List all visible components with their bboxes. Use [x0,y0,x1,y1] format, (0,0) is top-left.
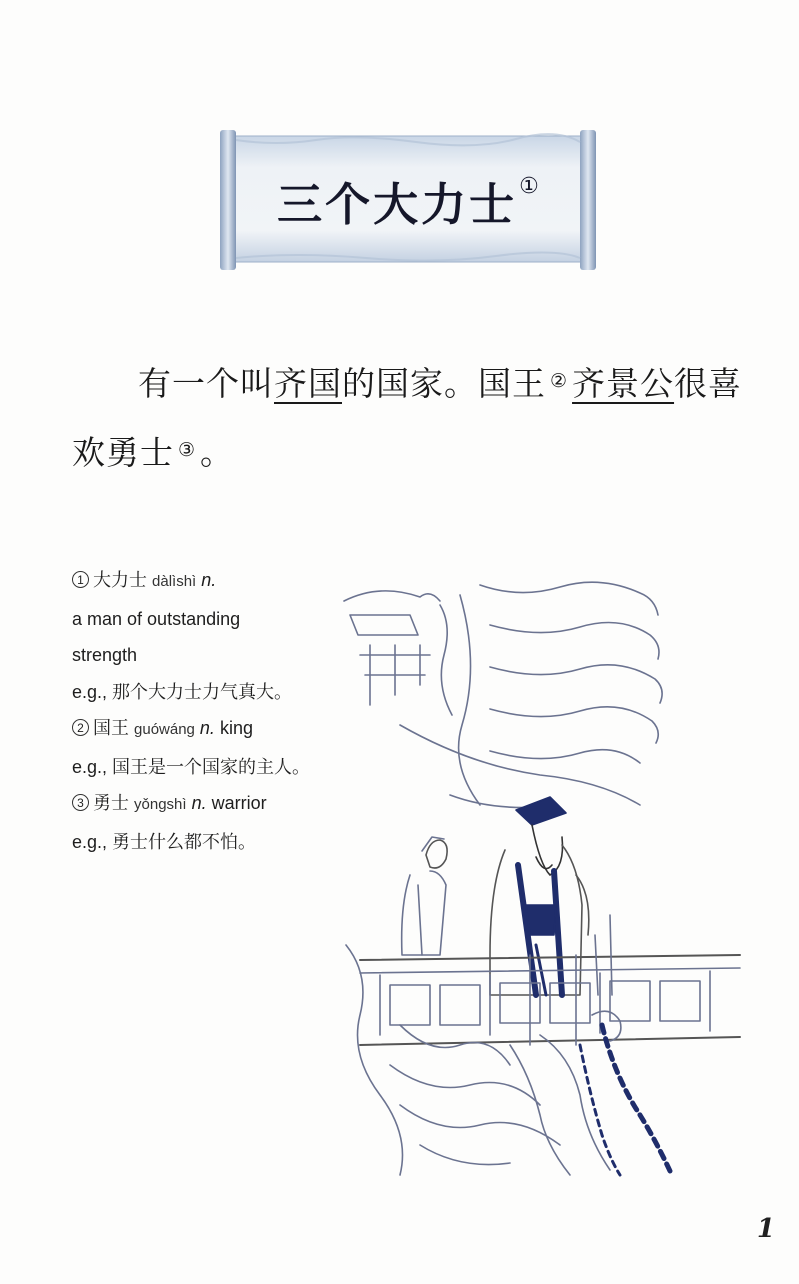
page-number: 1 [756,1214,775,1244]
footnote-mark-2: ② [550,370,569,392]
note-1-header [72,562,342,601]
story-paragraph [72,352,752,490]
story-text: 。 [200,433,235,472]
note-part-of-speech: n. [201,570,217,590]
note-number: 2 [72,719,89,736]
story-line-1 [72,352,752,421]
note-2-example: e.g., 国王是一个国家的主人。 [72,756,311,777]
story-proper-noun-jinggong: 齐景公 [572,364,675,403]
note-1-definition-cont: strength [72,645,138,665]
footnote-mark-3: ③ [178,439,197,461]
note-definition: warrior [211,793,267,813]
note-number: 1 [72,571,89,588]
story-line-2 [72,421,752,490]
story-text: 的国家。国王 [342,364,546,403]
palace-king-illustration-icon [340,575,745,1180]
palace-king-illustration [340,575,745,1180]
note-3-header [72,785,342,824]
story-text: 欢勇士 [72,433,174,472]
note-definition: king [219,718,253,738]
vocabulary-notes [72,562,342,860]
note-part-of-speech: n. [191,793,207,813]
title-footnote-mark: ① [519,173,539,199]
note-word: 勇士 [93,793,129,813]
note-1-example: e.g., 那个大力士力气真大。 [72,681,293,702]
note-pinyin: yǒngshì [134,796,187,813]
note-2-header [72,710,342,749]
note-part-of-speech: n. [199,718,215,738]
note-1-definition: a man of outstanding [72,608,241,629]
story-text: 很喜 [674,364,743,403]
title-scroll-banner [216,130,600,270]
note-pinyin: guówáng [134,721,195,738]
story-proper-noun-qiguo: 齐国 [274,364,342,403]
note-word: 大力士 [93,570,147,590]
title-text: 三个大力士 [277,177,518,231]
note-number: 3 [72,794,89,811]
story-title [216,130,600,270]
note-word: 国王 [93,718,129,738]
story-text: 有一个叫 [138,364,274,403]
note-3-example: e.g., 勇士什么都不怕。 [72,831,257,852]
note-pinyin: dàlìshì [152,573,197,590]
